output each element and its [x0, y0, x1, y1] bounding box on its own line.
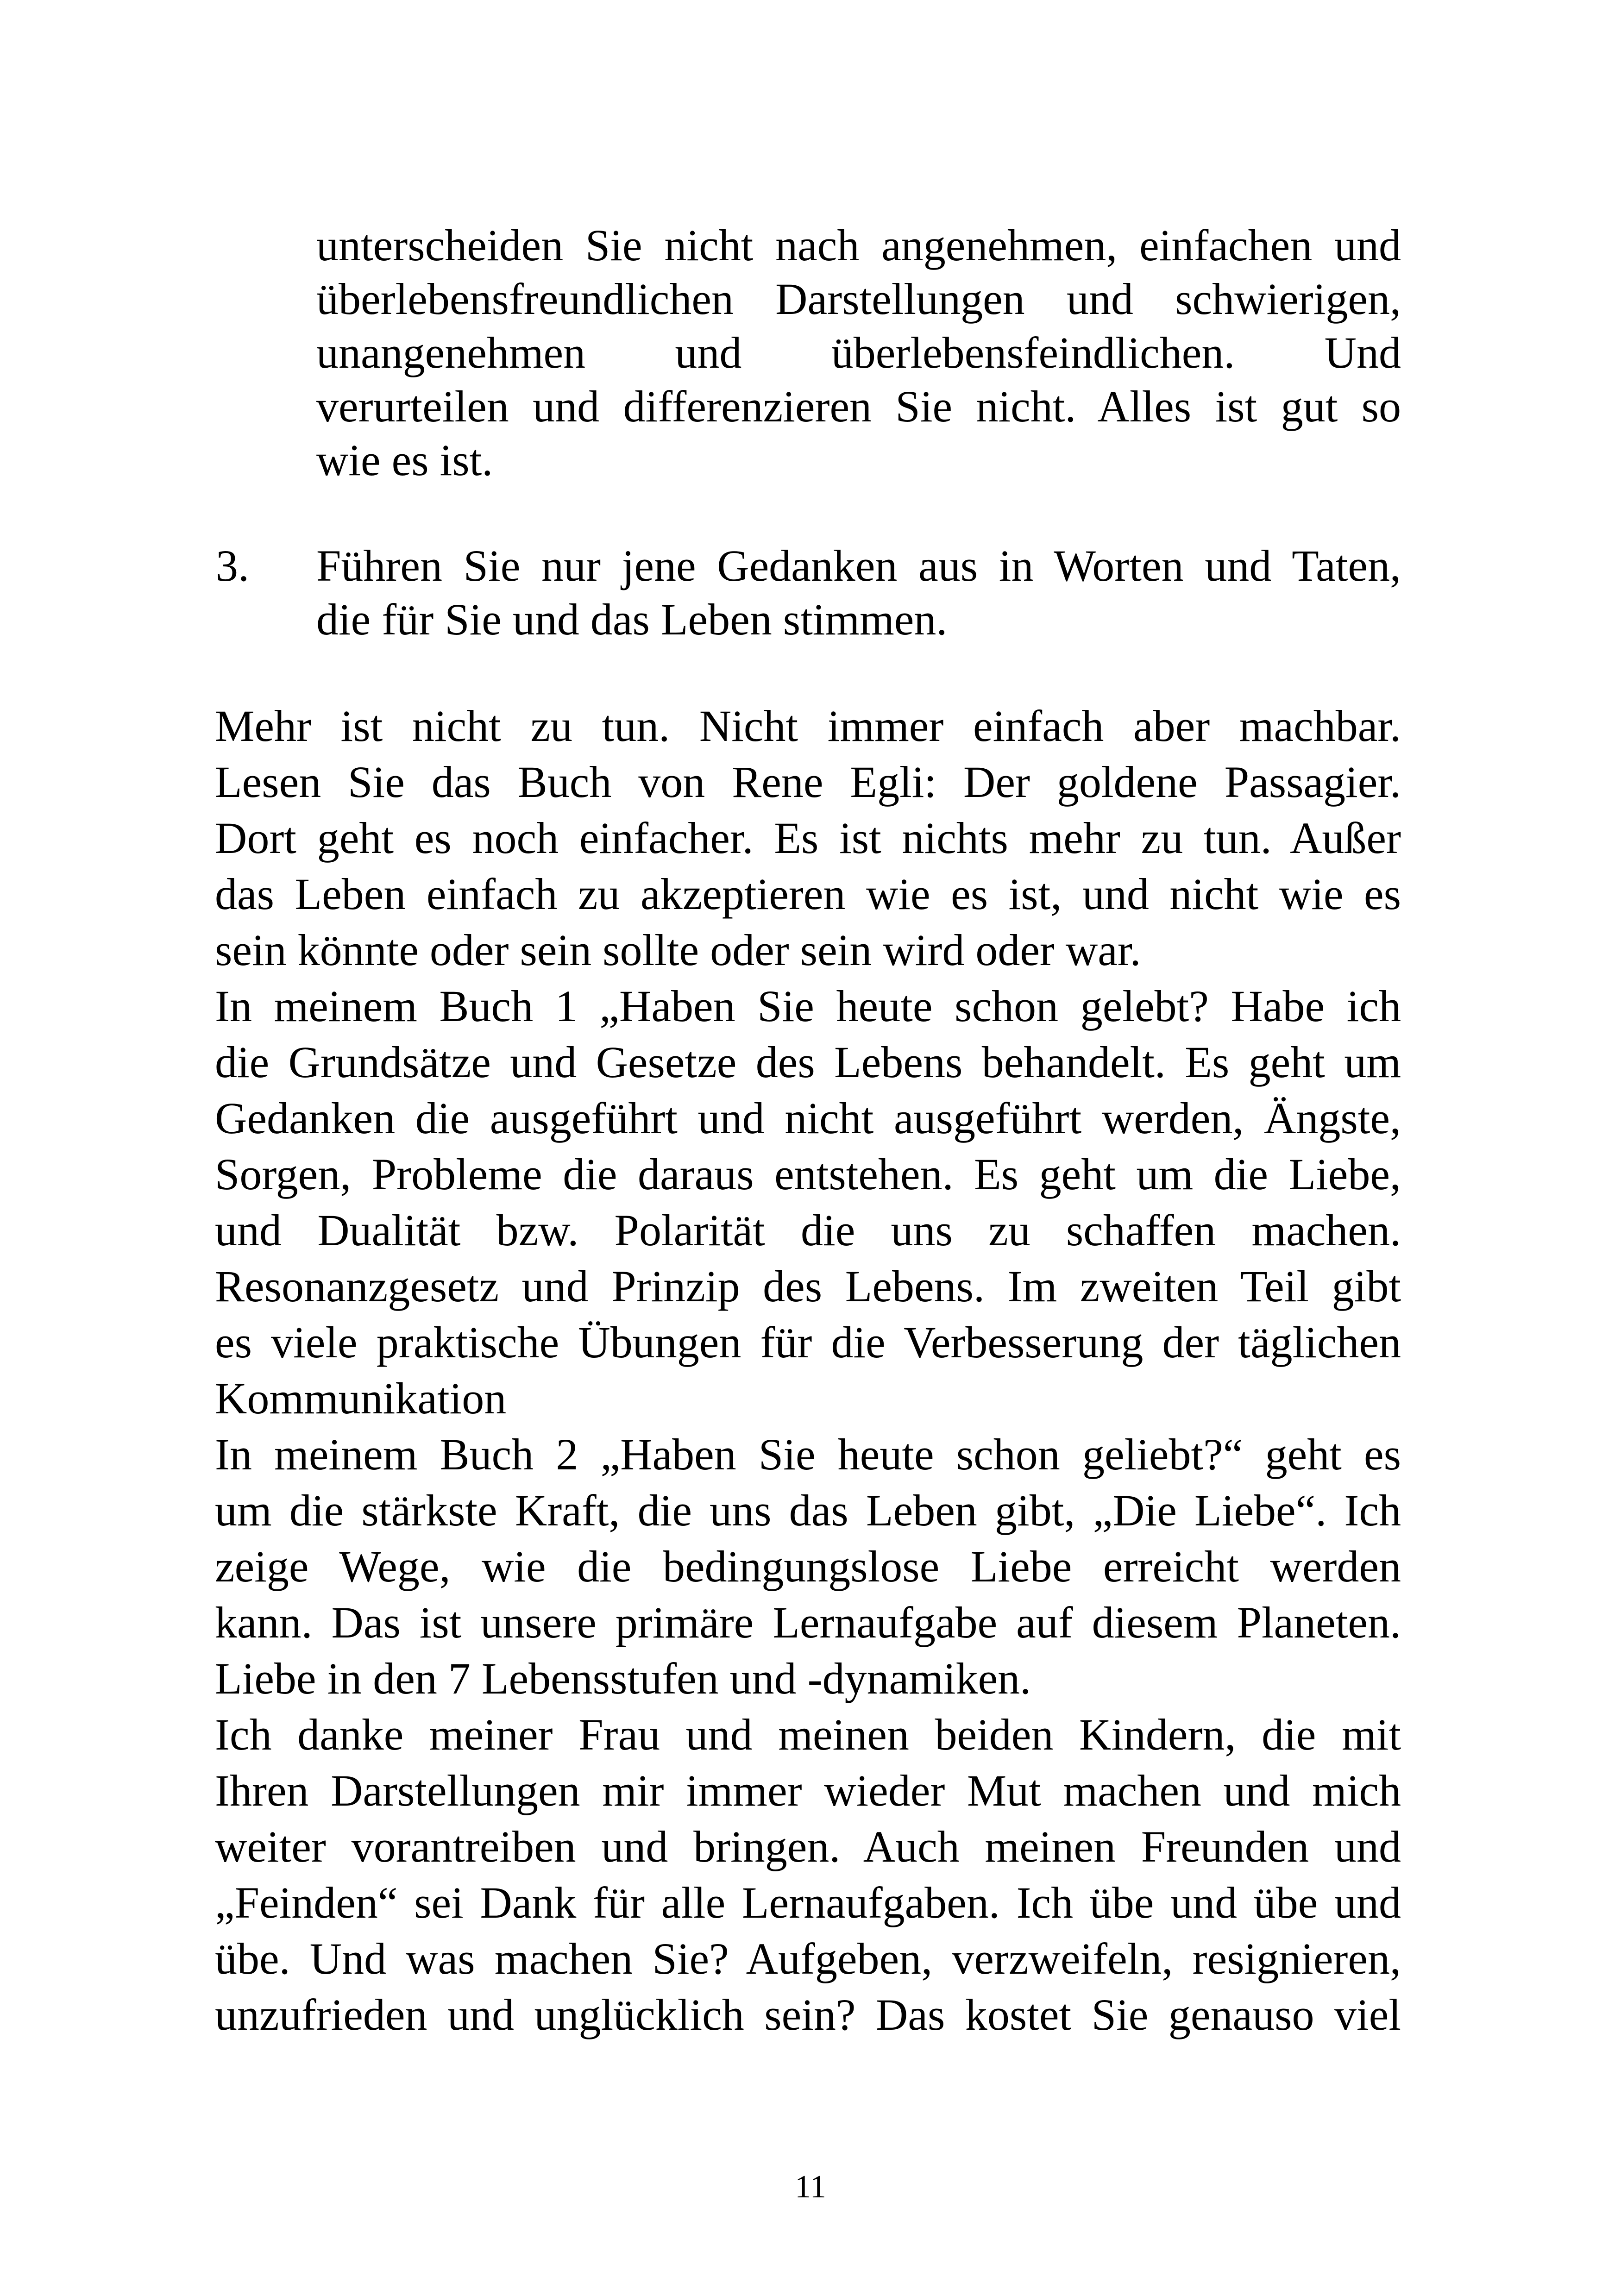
- text-line: die für Sie und das Leben stimmen.: [316, 595, 948, 644]
- text-line: Ihren Darstellungen mir immer wieder Mut machen und mich: [215, 1766, 1401, 1815]
- text-line: Dort geht es noch einfacher. Es ist nichts mehr zu tun. Außer: [215, 813, 1401, 863]
- text-line: überlebensfreundlichen Darstellungen und schwierigen,: [316, 274, 1401, 324]
- text-line: In meinem Buch 1 „Haben Sie heute schon gelebt? Habe ich: [215, 981, 1401, 1031]
- text-line: Sorgen, Probleme die daraus entstehen. Es geht um die Liebe,: [215, 1149, 1401, 1199]
- text-line: „Feinden“ sei Dank für alle Lernaufgaben. Ich übe und übe und: [215, 1878, 1401, 1927]
- text-line: Kommunikation: [215, 1374, 507, 1423]
- text-line: kann. Das ist unsere primäre Lernaufgabe auf diesem Planeten.: [215, 1598, 1401, 1647]
- text-line: die Grundsätze und Gesetze des Lebens behandelt. Es geht um: [215, 1037, 1401, 1087]
- text-line: In meinem Buch 2 „Haben Sie heute schon geliebt?“ geht es: [215, 1430, 1401, 1479]
- text-line: um die stärkste Kraft, die uns das Leben gibt, „Die Liebe“. Ich: [215, 1486, 1401, 1535]
- text-line: es viele praktische Übungen für die Verbesserung der täglichen: [215, 1317, 1401, 1367]
- text-line: unangenehmen und überlebensfeindlichen. Und: [316, 328, 1401, 377]
- text-line: und Dualität bzw. Polarität die uns zu schaffen machen.: [215, 1205, 1401, 1255]
- text-line: das Leben einfach zu akzeptieren wie es ist, und nicht wie es: [215, 869, 1401, 919]
- text-line: Mehr ist nicht zu tun. Nicht immer einfach aber machbar.: [215, 701, 1401, 751]
- text-line: Lesen Sie das Buch von Rene Egli: Der goldene Passagier.: [215, 757, 1401, 807]
- text-line: zeige Wege, wie die bedingungslose Liebe erreicht werden: [215, 1542, 1401, 1591]
- page-number: 11: [795, 2169, 826, 2205]
- text-line: sein könnte oder sein sollte oder sein wird oder war.: [215, 925, 1141, 975]
- text-line: unterscheiden Sie nicht nach angenehmen, einfachen und: [316, 220, 1401, 270]
- text-line: wie es ist.: [316, 435, 493, 485]
- text-line: Gedanken die ausgeführt und nicht ausgeführt werden, Ängste,: [215, 1093, 1401, 1143]
- text-line: Führen Sie nur jene Gedanken aus in Worten und Taten,: [316, 541, 1401, 590]
- text-line: übe. Und was machen Sie? Aufgeben, verzweifeln, resignieren,: [215, 1934, 1401, 1983]
- text-line: verurteilen und differenzieren Sie nicht. Alles ist gut so: [316, 382, 1401, 431]
- text-line: Liebe in den 7 Lebensstufen und -dynamiken.: [215, 1654, 1031, 1703]
- text-line: Resonanzgesetz und Prinzip des Lebens. Im zweiten Teil gibt: [215, 1261, 1401, 1311]
- text-line: weiter vorantreiben und bringen. Auch meinen Freunden und: [215, 1822, 1401, 1871]
- list-number: 3.: [216, 541, 249, 590]
- text-line: unzufrieden und unglücklich sein? Das kostet Sie genauso viel: [215, 1990, 1401, 2039]
- text-line: Ich danke meiner Frau und meinen beiden Kindern, die mit: [215, 1710, 1401, 1759]
